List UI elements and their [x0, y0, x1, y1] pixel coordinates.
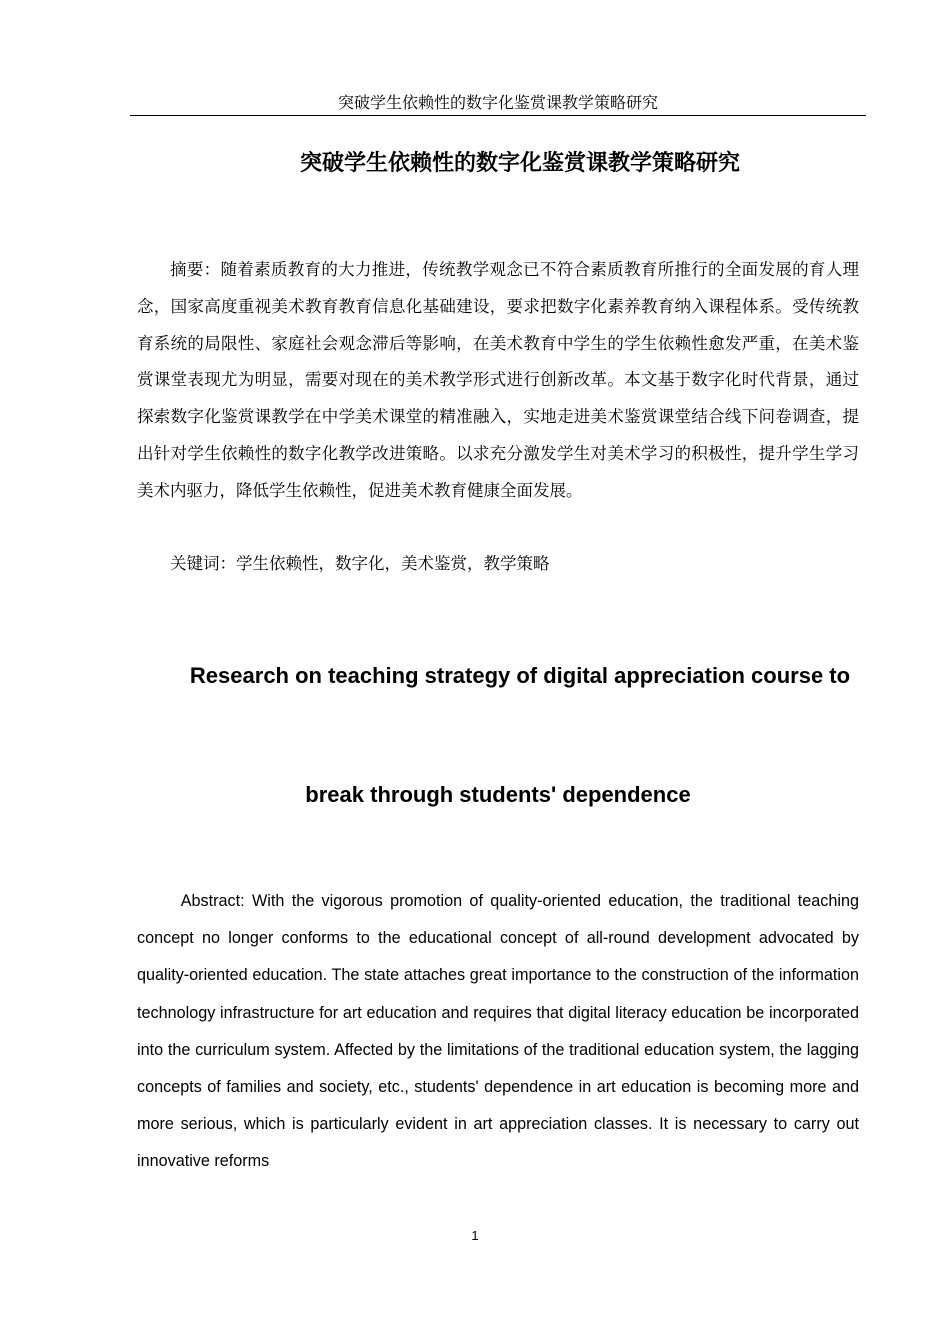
- english-title-line-2: break through students' dependence: [305, 782, 691, 807]
- chinese-abstract: 摘要：随着素质教育的大力推进，传统教学观念已不符合素质教育所推行的全面发展的育人理念，国家高度重视美术教育教育信息化基础建设，要求把数字化素养教育纳入课程体系。受传统教育系统的局限性、家庭社会观念滞后等影响，在美术教育中学生的学生依赖性愈发严重，在美术鉴赏课堂表现尤为明显，需要对现在的美术教学形式进行创新改革。本文基于数字化时代背景，通过探索数字化鉴赏课教学在中学美术课堂的精准融入，实地走进美术鉴赏课堂结合线下问卷调查，提出针对学生依赖性的数字化教学改进策略。以求充分激发学生对美术学习的积极性，提升学生学习美术内驱力，降低学生依赖性，促进美术教育健康全面发展。: [137, 260, 859, 500]
- english-abstract: Abstract: With the vigorous promotion of quality-oriented education, the traditional teaching concept no longer conforms to the educational concept of all-round development advocated by quality-oriented education. The state attaches great importance to the construction of the information technology infrastructure for art education and requires that digital literacy education be incorporated into the curriculum system. Affected by the limitations of the traditional education system, the lagging concepts of families and society, etc., students' dependence in art education is becoming more and more serious, which is particularly evident in art appreciation classes. It is necessary to carry out innovative reforms: [137, 892, 859, 1171]
- chinese-title: 突破学生依赖性的数字化鉴赏课教学策略研究: [299, 151, 740, 176]
- header-divider: [130, 115, 866, 116]
- english-title-line-1: Research on teaching strategy of digital appreciation course to: [189, 663, 851, 688]
- chinese-keywords: 关键词：学生依赖性，数字化，美术鉴赏，教学策略: [170, 554, 550, 573]
- page-number: 1: [471, 1228, 479, 1243]
- running-header: 突破学生依赖性的数字化鉴赏课教学策略研究: [337, 93, 658, 112]
